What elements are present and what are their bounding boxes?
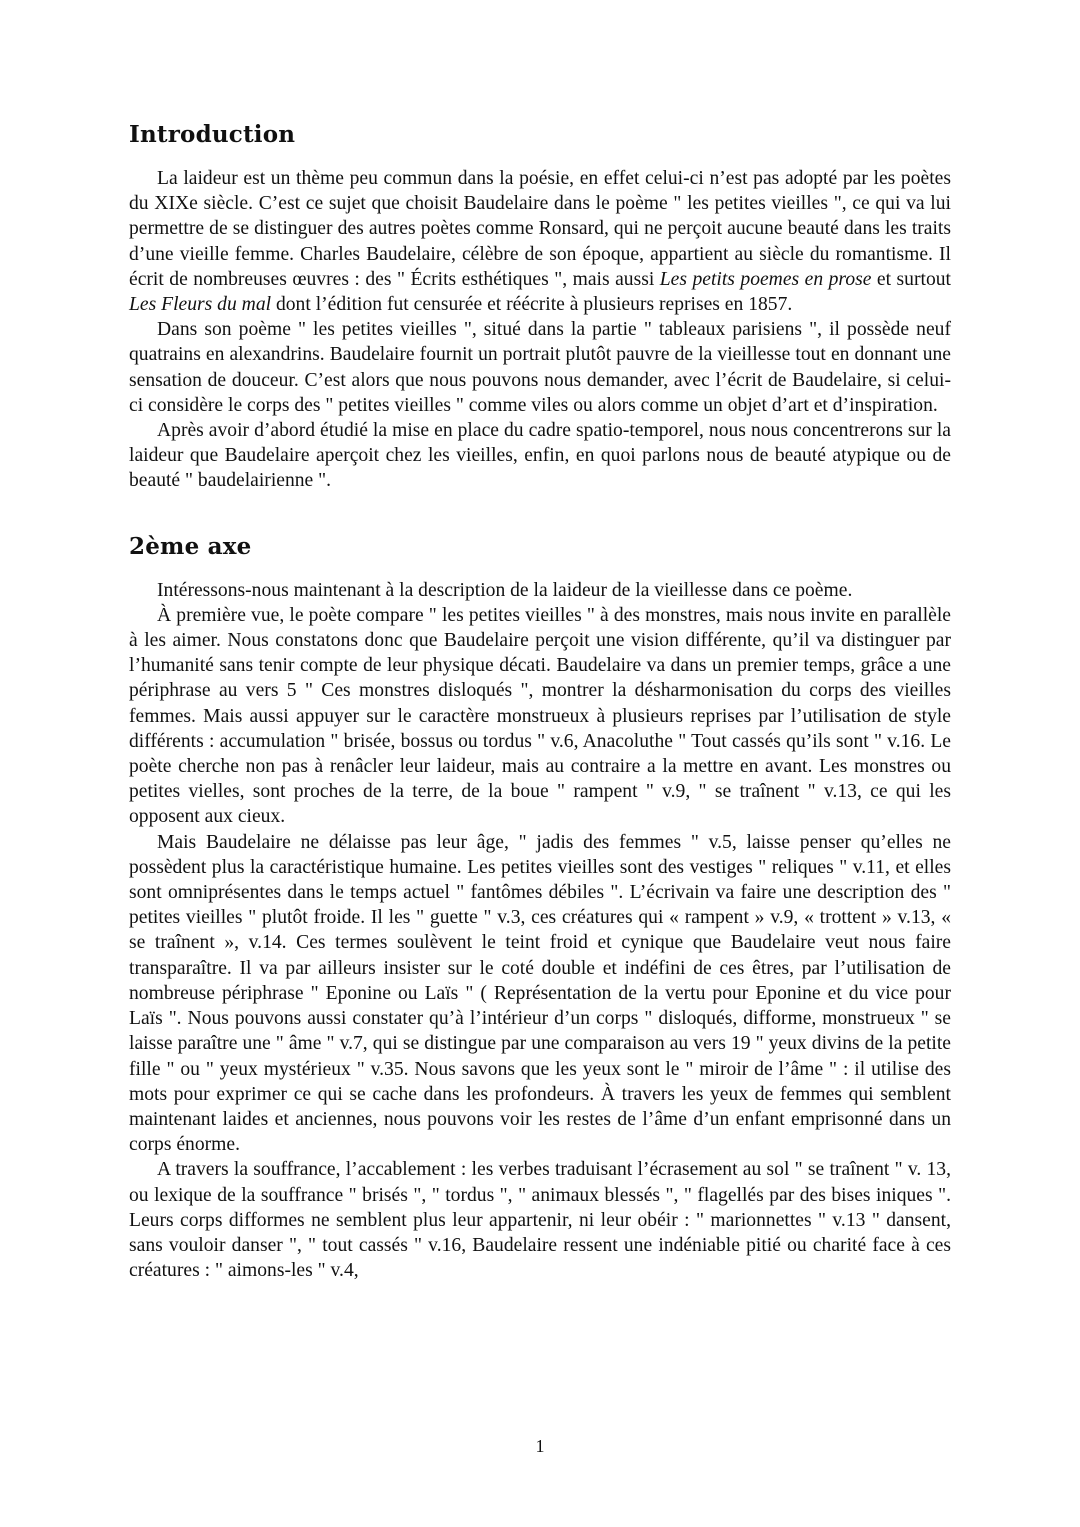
italic-title: Les Fleurs du mal: [129, 294, 272, 316]
document-page: [129, 118, 951, 1283]
section-axis-2: [129, 530, 951, 1284]
paragraph: La laideur est un thème peu commun dans la poésie, en effet celui-ci n’est pas adopté par les poètes du XIXe siècle. C’est ce sujet que choisit Baudelaire dans le poème " les petites vieilles ", ce qui va lui permettre de se distinguer des autres poètes comme Ronsard, qui ne perçoit aucune beauté dans les traits d’une vieille femme. Charles Baudelaire, célèbre de son époque, appartient au siècle du romantisme. Il écrit de nombreuses œuvres : des " Écrits esthétiques ", mais aussi Les petits poemes en prose et surtout Les Fleurs du mal dont l’édition fut censurée et réécrite à plusieurs reprises en 1857.: [129, 168, 951, 316]
section-introduction: [129, 118, 951, 494]
paragraph: Intéressons-nous maintenant à la description de la laideur de la vieillesse dans ce poème.: [157, 579, 853, 601]
page-number: 1: [535, 1436, 545, 1456]
section-heading: Introduction: [129, 121, 296, 148]
paragraph: Mais Baudelaire ne délaisse pas leur âge, " jadis des femmes " v.5, laisse penser qu’elles ne possèdent plus la caractéristique humaine. Les petites vieilles sont des vestiges " reliques " v.11, et elles sont omniprésentes dans le temps actuel " fantômes débiles ". L’écrivain va faire une description des " petites vieilles " plutôt froide. Il les " guette " v.3, ces créatures qui « rampent » v.9, « trottent » v.13, « se traînent », v.14. Ces termes soulèvent le teint froid et cynique que Baudelaire veut nous faire transparaître. Il va par ailleurs insister sur le coté double et indéfini de ces êtres, par l’utilisation de nombreuse périphrase " Eponine ou Laïs " ( Représentation de la vertu pour Eponine et du vice pour Laïs ". Nous pouvons aussi constater qu’à l’intérieur d’un corps " disloqués, difforme, monstrueux " se laisse paraître une " âme " v.7, qui se distingue par une comparaison au vers 19 " yeux divins de la petite fille " ou " yeux mystérieux " v.35. Nous savons que les yeux sont le " miroir de l’âme " : il utilise des mots pour exprimer ce qui se cache dans les profondeurs. À travers les yeux de femmes qui semblent maintenant laides et anciennes, nous pouvons voir les restes de l’âme d’un enfant emprisonné dans un corps énorme.: [129, 831, 951, 1156]
section-heading: 2ème axe: [129, 532, 252, 560]
italic-title: Les petits poemes en prose: [659, 268, 872, 290]
paragraph: À première vue, le poète compare " les petites vieilles " à des monstres, mais nous invite en parallèle à les aimer. Nous constatons donc que Baudelaire perçoit une vision différente, qu’il va distinguer par l’humanité sans tenir compte de leur physique décati. Baudelaire va dans un premier temps, grâce a une périphrase au vers 5 " Ces monstres disloqués ", montrer la désharmonisation du corps des vieilles femmes. Mais aussi appuyer sur le caractère monstrueux à plusieurs reprises par l’utilisation de style différents : accumulation " brisée, bossus ou tordus " v.6, Anacoluthe " Tout cassés qu’ils sont " v.16. Le poète cherche non pas à renâcler leur laideur, mais au contraire a la mettre en avant. Les monstres ou petites vielles, sont proches de la terre, de la boue " rampent " v.9, " se traînent " v.13, ce qui les opposent aux cieux.: [129, 604, 951, 828]
paragraph: A travers la souffrance, l’accablement : les verbes traduisant l’écrasement au sol " se traînent " v. 13, ou lexique de la souffrance " brisés ", " tordus ", " animaux blessés ", " flagellés par des bises iniques ". Leurs corps difformes ne semblent plus leur appartenir, ni leur obéir : " marionnettes " v.13 " dansent, sans vouloir danser ", " tout cassés " v.16, Baudelaire ressent une indéniable pitié ou charité face à ces créatures : " aimons-les " v.4,: [129, 1159, 951, 1282]
paragraph: Dans son poème " les petites vieilles ", situé dans la partie " tableaux parisiens ", il possède neuf quatrains en alexandrins. Baudelaire fournit un portrait plutôt pauvre de la vieillesse tout en donnant une sensation de douceur. C’est alors que nous pouvons nous demander, avec l’écrit de Baudelaire, si celui-ci considère le corps des " petites vieilles " comme viles ou alors comme un objet d’art et d’inspiration.: [129, 319, 951, 416]
paragraph: Après avoir d’abord étudié la mise en place du cadre spatio-temporel, nous nous concentrerons sur la laideur que Baudelaire aperçoit chez les vieilles, enfin, en quoi parlons nous de beauté atypique ou de beauté " baudelairienne ".: [129, 420, 951, 492]
